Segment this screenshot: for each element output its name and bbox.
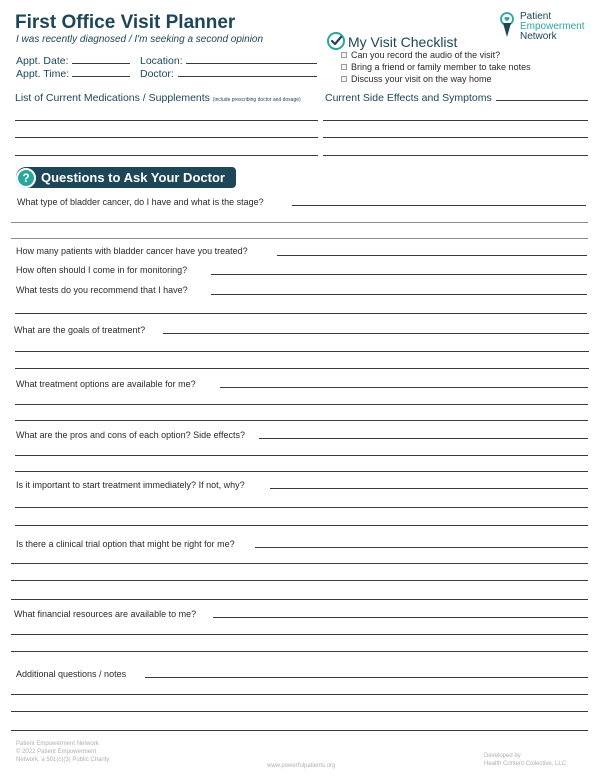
logo-line-2: Empowerment [520, 21, 585, 32]
side-effects-field-1[interactable] [323, 120, 588, 121]
appt-date-field[interactable] [72, 63, 130, 64]
answer-9-line-2[interactable] [11, 563, 588, 564]
questions-banner-title: Questions to Ask Your Doctor [41, 170, 225, 185]
notes-line-4[interactable] [11, 730, 588, 731]
medications-label [15, 92, 301, 104]
answer-8-line-3[interactable] [15, 525, 588, 526]
answer-7-line-2[interactable] [15, 455, 588, 456]
checklist-item-3: Discuss your visit on the way home [351, 74, 492, 84]
page-subtitle: I was recently diagnosed / I'm seeking a second opinion [16, 34, 264, 45]
answer-7-line-1[interactable] [259, 438, 588, 439]
question-11: Additional questions / notes [16, 669, 127, 679]
answer-1-line-1[interactable] [292, 205, 586, 206]
answer-5-line-1[interactable] [163, 333, 589, 334]
side-effects-field-3[interactable] [323, 155, 588, 156]
location-field[interactable] [186, 63, 317, 64]
footer-org-line-1: Patient Empowerment Network [16, 741, 99, 747]
question-9: Is there a clinical trial option that might be right for me? [16, 539, 235, 549]
answer-6-line-3[interactable] [15, 420, 588, 421]
medications-note: (include prescribing doctor and dosage) [212, 97, 301, 103]
side-effects-field-0[interactable] [496, 100, 588, 101]
page-title: First Office Visit Planner [15, 12, 236, 33]
logo-line-3: Network [520, 31, 557, 42]
answer-6-line-2[interactable] [15, 404, 588, 405]
notes-line-1[interactable] [145, 677, 588, 678]
answer-3-line-1[interactable] [211, 274, 587, 275]
question-4: What tests do you recommend that I have? [16, 285, 188, 295]
answer-6-line-1[interactable] [220, 387, 588, 388]
doctor-label: Doctor: [140, 68, 174, 80]
side-effects-label: Current Side Effects and Symptoms [325, 92, 492, 104]
location-label: Location: [140, 55, 183, 67]
checklist-checkbox-3[interactable] [341, 76, 347, 82]
answer-4-line-2[interactable] [15, 313, 587, 314]
answer-9-line-4[interactable] [11, 599, 588, 600]
answer-4-line-1[interactable] [211, 294, 587, 295]
pin-heart-icon [500, 12, 514, 38]
checklist-title: My Visit Checklist [348, 34, 458, 50]
notes-line-3[interactable] [11, 711, 588, 712]
medications-field-1[interactable] [15, 120, 318, 121]
footer-developer [484, 752, 566, 768]
answer-7-line-3[interactable] [15, 471, 588, 472]
logo-line-1: Patient [520, 11, 552, 22]
medications-label-text: List of Current Medications / Supplements [15, 92, 210, 104]
appt-time-field[interactable] [72, 76, 130, 77]
appt-time-label: Appt. Time: [16, 68, 70, 80]
footer-developer-line-2: Health Content Collective, LLC [484, 761, 567, 767]
notes-line-2[interactable] [11, 694, 588, 695]
question-5: What are the goals of treatment? [14, 325, 146, 335]
answer-5-line-3[interactable] [15, 368, 589, 369]
doctor-field[interactable] [178, 76, 317, 77]
footer-org-line-3: Network, a 501(c)(3) Public Charity [16, 757, 110, 763]
footer-org [16, 740, 109, 764]
checklist-item-2: Bring a friend or family member to take notes [351, 62, 531, 72]
footer-website[interactable]: www.powerfulpatients.org [267, 763, 336, 769]
footer-developer-line-1: Developed by [484, 753, 521, 759]
answer-10-line-2[interactable] [11, 634, 588, 635]
answer-1-line-3[interactable] [11, 238, 588, 239]
answer-9-line-3[interactable] [11, 580, 588, 581]
checklist-item-1: Can you record the audio of the visit? [351, 50, 501, 60]
answer-1-line-2[interactable] [11, 222, 588, 223]
checklist-checkbox-1[interactable] [341, 52, 347, 58]
side-effects-field-2[interactable] [323, 137, 588, 138]
answer-2-line-1[interactable] [277, 255, 587, 256]
answer-10-line-1[interactable] [213, 617, 588, 618]
answer-8-line-2[interactable] [15, 507, 588, 508]
answer-10-line-3[interactable] [11, 651, 588, 652]
question-7: What are the pros and cons of each option? Side effects? [16, 430, 245, 440]
medications-field-3[interactable] [15, 155, 318, 156]
question-10: What financial resources are available to me? [14, 609, 197, 619]
checkmark-circle-icon [327, 32, 345, 50]
medications-field-2[interactable] [15, 137, 318, 138]
footer-org-line-2: © 2022 Patient Empowerment [16, 749, 97, 755]
answer-9-line-1[interactable] [255, 547, 588, 548]
question-6: What treatment options are available for me? [16, 379, 196, 389]
checklist-checkbox-2[interactable] [341, 64, 347, 70]
question-1: What type of bladder cancer, do I have and what is the stage? [17, 197, 264, 207]
answer-8-line-1[interactable] [270, 488, 588, 489]
answer-5-line-2[interactable] [15, 351, 589, 352]
appt-date-label: Appt. Date: [16, 55, 69, 67]
question-3: How often should I come in for monitoring? [16, 265, 188, 275]
question-mark-icon: ? [16, 168, 36, 188]
question-2: How many patients with bladder cancer have you treated? [16, 246, 248, 256]
question-8: Is it important to start treatment immediately? If not, why? [16, 480, 245, 490]
